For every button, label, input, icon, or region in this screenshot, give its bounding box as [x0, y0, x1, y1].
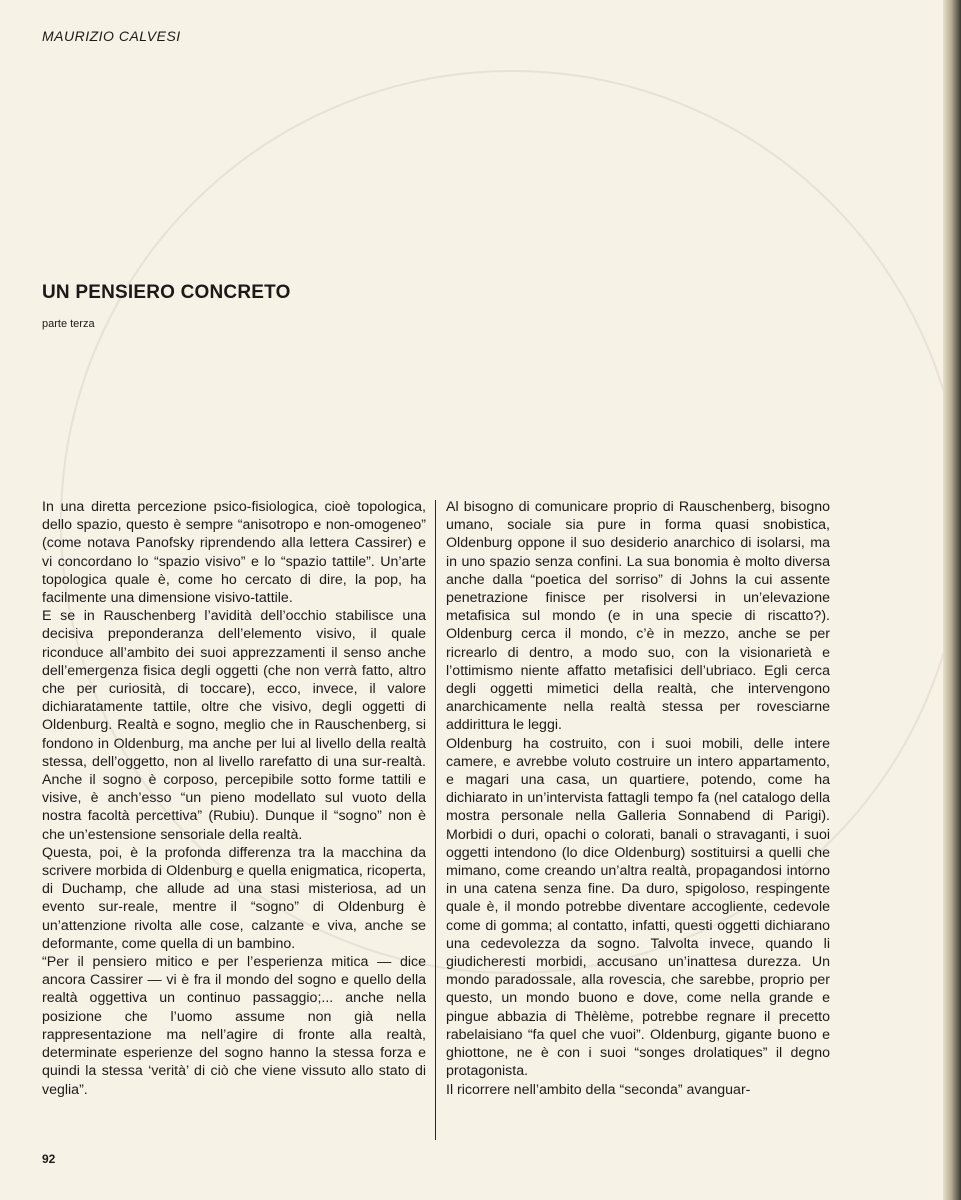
page-number: 92 — [42, 1152, 56, 1166]
paragraph: E se in Rauschenberg l’avidità dell’occhio stabilisce una decisiva preponderanza dell’elemento visivo, il quale riconduce all’ambito dei suoi apprezzamenti il senso anche dell’emergenza fisica degli oggetti (che non verrà fatto, altro che per curiosità, di toccare), ecco, invece, il valore dichiaratamente tattile, oltre che visivo, degli oggetti di Oldenburg. Realtà e sogno, meglio che in Rauschenberg, si fondono in Oldenburg, ma anche per lui al livello della realtà stessa, dell’oggetto, non al livello rarefatto di una sur-realtà. Anche il sogno è corposo, percepibile sotto forme tattili e visive, è anch’esso “un pieno modellato sul vuoto della nostra facoltà percettiva” (Rubiu). Dunque il “sogno” non è che un’estensione sensoriale della realtà. — [42, 608, 426, 843]
text-column-left — [42, 498, 426, 1099]
paragraph: In una diretta percezione psico-fisiologica, cioè topologica, dello spazio, questo è sempre “anisotropo e non-omogeneo” (come notava Panofsky riprendendo alla lettera Cassirer) e vi concordano lo “spazio visivo” e lo “spazio tattile”. Un’arte topologica quale è, come ho cercato di dire, la pop, ha facilmente una dimensione visivo-tattile. — [42, 499, 426, 607]
running-header-author: MAURIZIO CALVESI — [42, 28, 181, 44]
paragraph: “Per il pensiero mitico e per l’esperienza mitica — dice ancora Cassirer — vi è fra il mondo del sogno e quello della realtà oggettiva un continuo passaggio;... anche nella posizione che l’uomo assume non già nella rappresentazione ma nell’agire di fronte alla realtà, determinate esperienze del sogno hanno la stessa forza e quindi la stessa ‘verità’ di ciò che viene vissuto allo stato di veglia”. — [42, 954, 426, 1098]
paragraph: Questa, poi, è la profonda differenza tra la macchina da scrivere morbida di Oldenburg e quella enigmatica, ricoperta, di Duchamp, che allude ad una stasi misteriosa, ad un evento sur-reale, mentre il “sogno” di Oldenburg è un’attenzione rivolta alle cose, calzante e viva, anche se deformante, come quella di un bambino. — [42, 844, 426, 952]
text-column-right — [446, 498, 830, 1099]
article-subtitle: parte terza — [42, 318, 95, 330]
paragraph: Al bisogno di comunicare proprio di Rauschenberg, bisogno umano, sociale sia pure in forma quasi snobistica, Oldenburg oppone il suo desiderio anarchico di isolarsi, ma in uno spazio senza confini. La sua bonomia è molto diversa anche dalla “poetica del sorriso” di Johns la cui assente penetrazione finisce per risolversi in un’elevazione metafisica sul mondo (e in una specie di riscatto?). Oldenburg cerca il mondo, c’è in mezzo, anche se per ricrearlo di dentro, a modo suo, con la visionarietà e l’ottimismo niente affatto metafisici dell’ubriaco. Egli cerca degli oggetti mimetici della realtà, che intervengono anarchicamente nella realtà stessa per rovesciarne addirittura le leggi. — [446, 499, 830, 734]
article-title: UN PENSIERO CONCRETO — [42, 282, 291, 303]
column-divider — [435, 500, 436, 1140]
paragraph: Il ricorrere nell’ambito della “seconda” avanguar- — [446, 1081, 751, 1098]
paragraph: Oldenburg ha costruito, con i suoi mobili, delle intere camere, e avrebbe voluto costruire un intero appartamento, e magari una casa, un quartiere, potendo, come ha dichiarato in un’intervista fattagli tempo fa (nel catalogo della mostra personale nella Galleria Sonnabend di Parigi). Morbidi o duri, opachi o colorati, banali o stravaganti, i suoi oggetti intendono (lo dice Oldenburg) sostituirsi a quelli che mimano, come creando un’altra realtà, propagandosi intorno in una catena senza fine. Da duro, spigoloso, respingente quale è, il mondo potrebbe diventare accogliente, cedevole come di gomma; al contatto, infatti, questi oggetti dichiarano una cedevolezza da sogno. Talvolta invece, quando li giudicheresti morbidi, accusano un’inattesa durezza. Un mondo paradossale, alla rovescia, che sarebbe, proprio per questo, un mondo buono e dove, come nella grande e pingue abbazia di Thèlème, potrebbe regnare il precetto rabelaisiano “fa quel che vuoi”. Oldenburg, gigante buono e ghiottone, ne è con i suoi “songes drolatiques” il degno protagonista. — [446, 735, 830, 1080]
book-spine-shadow — [943, 0, 961, 1200]
